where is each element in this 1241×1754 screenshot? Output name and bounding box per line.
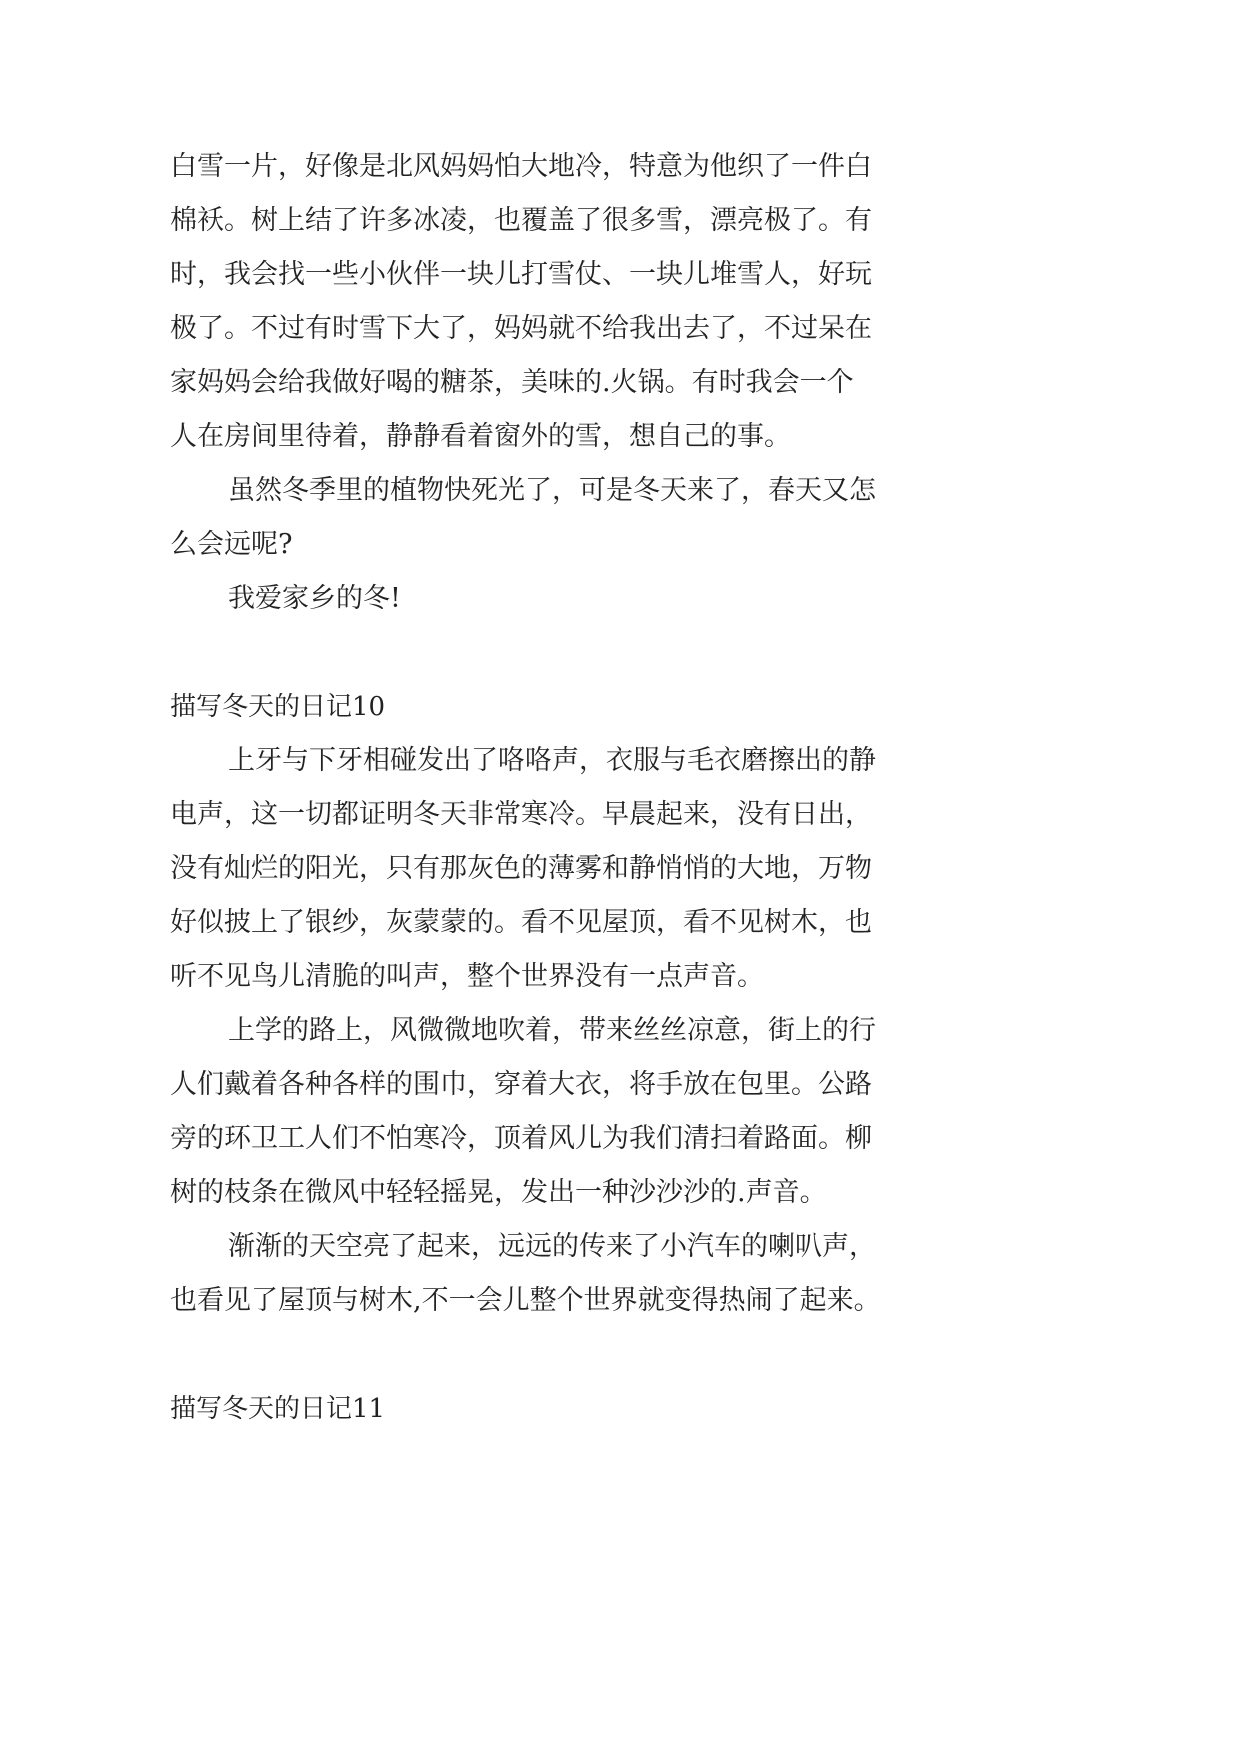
section-heading: 描写冬天的日记10 [170,692,386,722]
paragraph-line: 好似披上了银纱，灰蒙蒙的。看不见屋顶，看不见树木，也 [170,907,872,938]
paragraph-line: 人们戴着各种各样的围巾，穿着大衣，将手放在包里。公路 [170,1069,872,1100]
paragraph-line: 家妈妈会给我做好喝的糖茶，美味的.火锅。有时我会一个 [170,367,854,398]
paragraph-line: 时，我会找一些小伙伴一块儿打雪仗、一块儿堆雪人，好玩 [170,259,872,290]
paragraph-line: 电声，这一切都证明冬天非常寒冷。早晨起来，没有日出， [170,799,872,830]
paragraph-line: 极了。不过有时雪下大了，妈妈就不给我出去了，不过呆在 [170,313,872,344]
paragraph-line: 没有灿烂的阳光，只有那灰色的薄雾和静悄悄的大地，万物 [170,853,872,884]
paragraph-line: 上学的路上，风微微地吹着，带来丝丝凉意，街上的行 [228,1015,876,1046]
paragraph-line: 白雪一片，好像是北风妈妈怕大地冷，特意为他织了一件白 [170,151,872,182]
paragraph-line: 旁的环卫工人们不怕寒冷，顶着风儿为我们清扫着路面。柳 [170,1123,872,1154]
section-gap [170,626,940,680]
paragraph-line: 虽然冬季里的植物快死光了，可是冬天来了，春天又怎 [228,475,876,506]
paragraph-line: 上牙与下牙相碰发出了咯咯声，衣服与毛衣磨擦出的静 [228,745,876,776]
paragraph-line: 棉袄。树上结了许多冰凌，也覆盖了很多雪，漂亮极了。有 [170,205,872,236]
paragraph-line: 人在房间里待着，静静看着窗外的雪，想自己的事。 [170,421,791,452]
paragraph-line: 我爱家乡的冬! [228,583,401,614]
document-body [170,140,940,1436]
section-heading: 描写冬天的日记11 [170,1394,386,1424]
paragraph-line: 听不见鸟儿清脆的叫声，整个世界没有一点声音。 [170,961,764,992]
paragraph-line: 也看见了屋顶与树木,不一会儿整个世界就变得热闹了起来。 [170,1285,881,1316]
paragraph-line: 渐渐的天空亮了起来，远远的传来了小汽车的喇叭声， [228,1231,876,1262]
section-gap [170,1328,940,1382]
paragraph-line: 树的枝条在微风中轻轻摇晃，发出一种沙沙沙的.声音。 [170,1177,827,1208]
paragraph-line: 么会远呢? [170,529,293,560]
